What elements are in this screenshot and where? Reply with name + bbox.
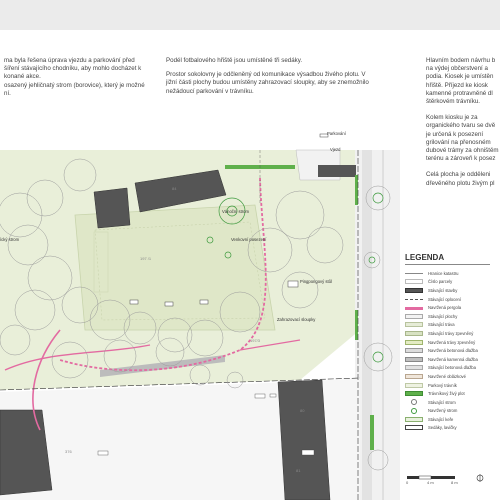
legend-swatch <box>405 322 423 327</box>
text-line: dřevěného plotu živým pl <box>426 179 495 187</box>
legend-label: Navržená betonová dlažba <box>428 348 478 354</box>
label-parking: Parkování <box>327 131 346 136</box>
legend-item <box>405 338 500 347</box>
building-number: 84 <box>172 186 177 191</box>
building <box>318 165 356 177</box>
legend-label: Stávající keře <box>428 416 454 422</box>
legend-item <box>405 346 500 355</box>
text-line: nežádoucí parkování v trávníku. <box>166 87 254 95</box>
building-number: 80 <box>300 408 305 413</box>
building-number: 376 <box>65 449 72 454</box>
legend-swatch <box>405 331 423 336</box>
text-line: dubové trámy za ohništěm <box>426 147 499 155</box>
top-bar <box>0 0 500 30</box>
legend-list <box>405 269 500 432</box>
legend-swatch <box>405 425 423 430</box>
text-line: jižní části plochy budou umístěny zahrazovací sloupky, aby se znemožnilo <box>166 79 369 87</box>
text-line: ní. <box>4 89 11 97</box>
legend-label: Stávající plochy <box>428 313 458 319</box>
legend-label: Stávající oplocení <box>428 296 462 302</box>
legend-swatch <box>405 391 423 396</box>
legend-item <box>405 295 500 304</box>
legend-item <box>405 278 500 287</box>
legend-item <box>405 364 500 373</box>
legend-item <box>405 355 500 364</box>
street-paving <box>355 150 400 500</box>
building <box>94 188 130 228</box>
text-line: Celá plocha je odděleni <box>426 171 491 179</box>
legend-item <box>405 407 500 416</box>
legend-label: Stávající trávy zpevněný <box>428 330 474 336</box>
label-entrance: Vjezd <box>330 147 341 152</box>
legend-label: Navržená kamenná dlažba <box>428 356 478 362</box>
legend-item <box>405 381 500 390</box>
building-number: 197/3 <box>250 338 261 343</box>
legend-item <box>405 372 500 381</box>
legend-swatch <box>405 365 423 370</box>
text-line: šíření stávajícího chodníku, aby mohlo docházet k <box>4 65 142 73</box>
legend-label: Stávající strom <box>428 399 456 405</box>
legend-label: Navržené oblázkové <box>428 373 466 379</box>
legend-item <box>405 329 500 338</box>
legend-swatch <box>405 288 423 293</box>
site-plan-map <box>0 131 400 500</box>
legend-item <box>405 286 500 295</box>
text-line: terénu a zároveň k posez <box>426 155 496 163</box>
legend-swatch <box>405 273 423 276</box>
text-block-right <box>426 57 500 188</box>
text-line: Prostor sokolovny je odčleněný od komunikace výsadbou živého plotu. V <box>166 71 366 79</box>
legend-label: Hranice katastru <box>428 270 459 276</box>
text-line: hřiště. Příjezd ke kiosk <box>426 81 488 89</box>
legend-label: Číslo parcely <box>428 279 453 285</box>
legend-item <box>405 321 500 330</box>
building-number: 197 /1 <box>140 256 152 261</box>
text-line: organického tvaru se dvě <box>426 122 496 130</box>
text-block-left <box>4 57 162 98</box>
legend-label: Navržená trávy zpevněný <box>428 339 476 345</box>
text-line: konané akce. <box>4 73 41 81</box>
legend-title: LEGENDA <box>405 253 490 265</box>
legend-label: Navržený strom <box>428 408 458 414</box>
text-paragraph: Podél fotbalového hřiště jsou umístěné tři sedáky. <box>166 57 303 64</box>
legend-label: Trávníkový živý plot <box>428 391 465 397</box>
label-tree-left: ícký strom <box>0 237 20 242</box>
hedge <box>355 175 358 205</box>
legend-swatch <box>405 314 423 319</box>
scale-bar <box>405 474 500 488</box>
legend-swatch <box>405 374 423 379</box>
text-line: podia. Kiosek je umístěn <box>426 73 494 81</box>
legend-item <box>405 424 500 433</box>
legend-item <box>405 269 500 278</box>
text-line: na výdej občerstvení a <box>426 65 488 73</box>
scale-label: 4 m <box>427 480 434 485</box>
legend-label: Stávající tráva <box>428 322 455 328</box>
legend-swatch <box>405 357 423 362</box>
label-outdoor-seating: Venkovní posezení <box>231 237 267 242</box>
text-line: grilování na přenosném <box>426 138 491 146</box>
legend-label: Sedáky, lavičky <box>428 425 457 431</box>
legend-item <box>405 389 500 398</box>
legend-item <box>405 303 500 312</box>
legend-swatch <box>405 299 423 302</box>
text-line: je určená k posezení <box>426 130 484 138</box>
building <box>278 380 330 500</box>
legend-label: Navržená pergola <box>428 305 462 311</box>
legend-swatch <box>405 307 423 310</box>
legend-swatch <box>405 348 423 353</box>
legend-swatch <box>411 408 417 414</box>
legend-label: Stávající stavby <box>428 287 458 293</box>
legend-item <box>405 312 500 321</box>
building-number: 81 <box>296 468 301 473</box>
hedge <box>370 415 374 450</box>
legend-swatch <box>405 417 423 422</box>
legend-label: Parkový trávník <box>428 382 457 388</box>
legend-swatch <box>405 340 423 345</box>
text-line: Hlavním bodem návrhu b <box>426 57 496 64</box>
label-pingpong: Pingpongový stůl <box>300 279 332 284</box>
legend-item <box>405 415 500 424</box>
legend-swatch <box>405 383 423 388</box>
text-line: osazený jehličnatý strom (borovice), který je možné <box>4 81 145 89</box>
text-line: Kolem kiosku je za <box>426 114 478 122</box>
legend-swatch <box>411 399 417 405</box>
label-bollards: Zahrazovací sloupky <box>277 317 316 322</box>
scale-label: 0 <box>406 480 409 485</box>
text-line: štěrkovém trávníku. <box>426 98 480 106</box>
legend-item <box>405 398 500 407</box>
legend-swatch <box>405 279 423 284</box>
label-christmas-tree: Vánoční strom <box>222 209 249 214</box>
text-line: ma byla řešena úprava vjezdu a parkování před <box>4 57 135 64</box>
legend-label: Stávající betonová dlažba <box>428 365 476 371</box>
legend <box>405 253 500 500</box>
text-line: kamenné protravněné dl <box>426 89 493 97</box>
text-block-middle <box>166 57 402 96</box>
scale-label: 8 m <box>451 480 458 485</box>
